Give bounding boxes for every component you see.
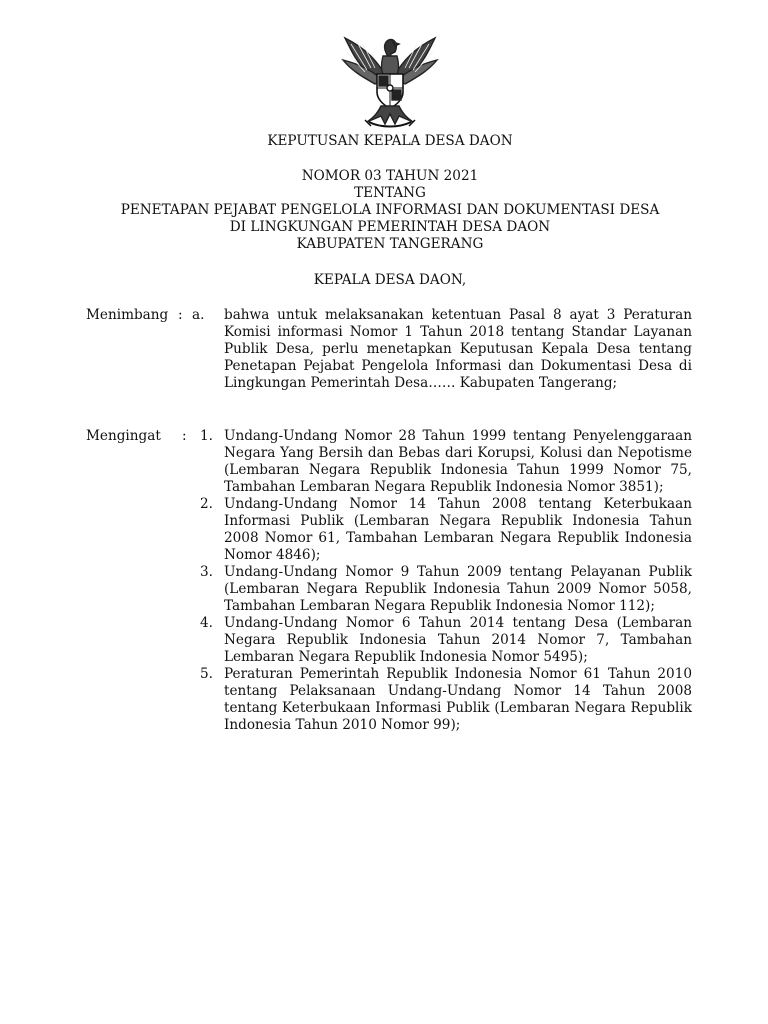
list-item-marker: 4. <box>200 615 213 631</box>
list-item-text: Undang-Undang Nomor 6 Tahun 2014 tentang Desa (Lembaran Negara Republik Indonesia Tahun 2014 Nomor 7, Tambahan Lembaran Negara Republik Indonesia Nomor 5495); <box>224 615 692 665</box>
decree-heading <box>60 168 720 253</box>
decree-number: NOMOR 03 TAHUN 2021 <box>301 168 479 184</box>
decree-subject-line-1: PENETAPAN PEJABAT PENGELOLA INFORMASI DAN DOKUMENTASI DESA <box>120 202 660 218</box>
list-item-text: Undang-Undang Nomor 9 Tahun 2009 tentang Pelayanan Publik (Lembaran Negara Republik Indonesia Tahun 2009 Nomor 5058, Tambahan Lembaran Negara Republik Indonesia Nomor 112); <box>224 564 692 614</box>
list-item-text: Undang-Undang Nomor 28 Tahun 1999 tentang Penyelenggaraan Negara Yang Bersih dan Bebas dari Korupsi, Kolusi dan Nepotisme (Lembaran Negara Republik Indonesia Tahun 1999 Nomor 75, Tambahan Lembaran Negara Republik Indonesia Nomor 3851); <box>224 428 692 495</box>
decree-title: KEPUTUSAN KEPALA DESA DAON <box>267 133 513 149</box>
decree-subject-line-2: DI LINGKUNGAN PEMERINTAH DESA DAON <box>229 219 551 235</box>
list-item-marker: 1. <box>200 428 213 444</box>
authority-block <box>60 272 720 289</box>
list-item-marker: 3. <box>200 564 213 580</box>
mengingat-colon: : <box>182 428 187 444</box>
list-item-marker: 5. <box>200 666 213 682</box>
menimbang-label: Menimbang <box>86 307 169 323</box>
menimbang-item-marker: a. <box>192 307 205 323</box>
mengingat-label: Mengingat <box>86 428 161 444</box>
menimbang-colon: : <box>178 307 183 323</box>
menimbang-item-text: bahwa untuk melaksanakan ketentuan Pasal 8 ayat 3 Peraturan Komisi informasi Nomor 1 Tahun 2018 tentang Standar Layanan Publik Desa, perlu menetapkan Keputusan Kepala Desa tentang Penetapan Pejabat Pengelola Informasi dan Dokumentasi Desa di Lingkungan Pemerintah Desa…… Kabupaten Tangerang; <box>224 307 692 391</box>
list-item <box>86 666 696 734</box>
decree-about: TENTANG <box>354 185 426 201</box>
list-item-marker: 2. <box>200 496 213 512</box>
list-item <box>86 428 696 496</box>
mengingat-section <box>86 428 696 734</box>
decree-subject-line-3: KABUPATEN TANGERANG <box>296 236 484 252</box>
authority-line: KEPALA DESA DAON, <box>313 272 467 288</box>
document-header <box>60 133 720 150</box>
garuda-emblem-icon <box>337 30 443 130</box>
list-item-text: Undang-Undang Nomor 14 Tahun 2008 tentang Keterbukaan Informasi Publik (Lembaran Negara Republik Indonesia Tahun 2008 Nomor 61, Tambahan Lembaran Negara Republik Indonesia Nomor 4846); <box>224 496 692 563</box>
menimbang-item <box>86 307 696 392</box>
list-item <box>86 496 696 564</box>
menimbang-section <box>86 307 696 392</box>
list-item <box>86 615 696 666</box>
list-item <box>86 564 696 615</box>
list-item-text: Peraturan Pemerintah Republik Indonesia Nomor 61 Tahun 2010 tentang Pelaksanaan Undang-Undang Nomor 14 Tahun 2008 tentang Keterbukaan Informasi Publik (Lembaran Negara Republik Indonesia Tahun 2010 Nomor 99); <box>224 666 692 733</box>
